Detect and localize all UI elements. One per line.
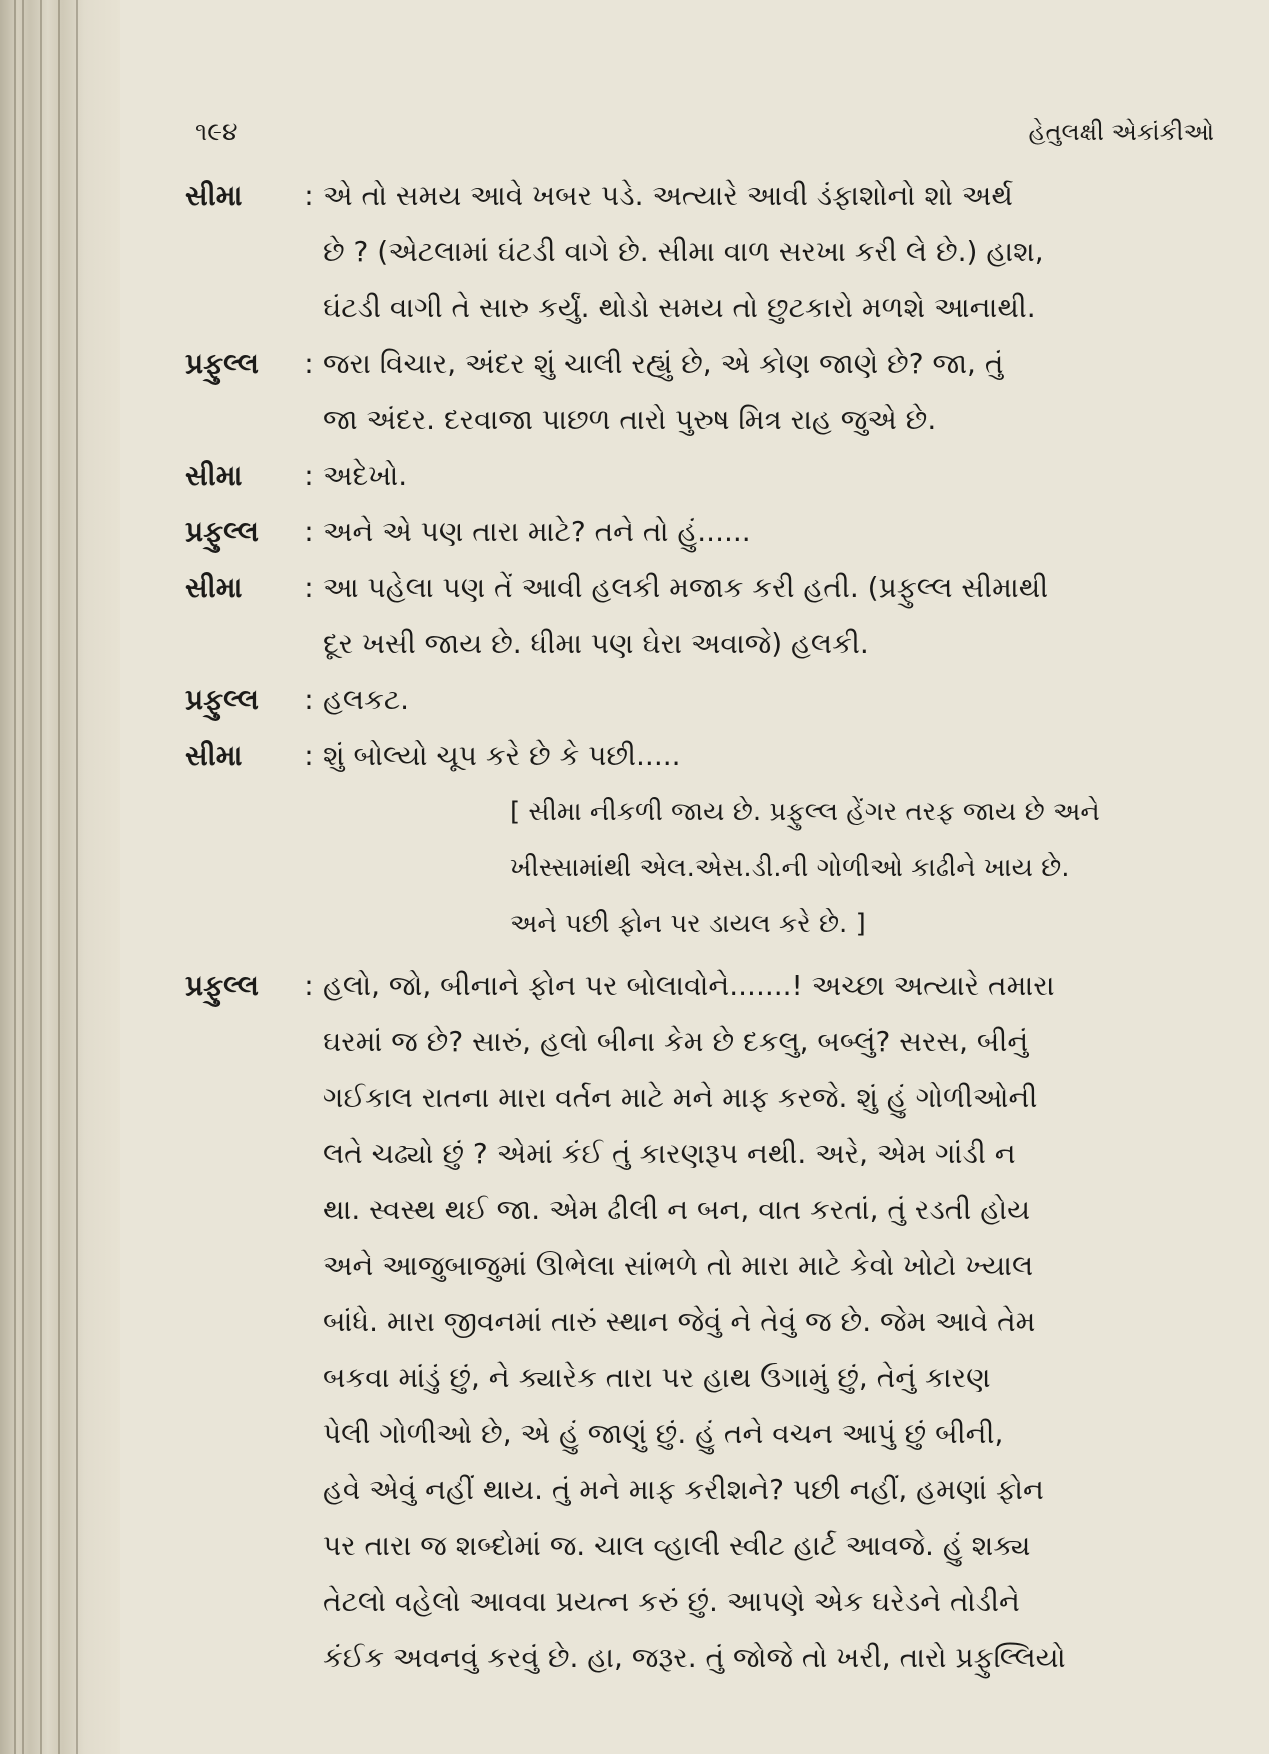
speech-line: છે ? (એટલામાં ઘંટડી વાગે છે. સીમા વાળ સરખા કરી લે છે.) હાશ,: [323, 235, 1044, 268]
speech-line: જા અંદર. દરવાજા પાછળ તારો પુરુષ મિત્ર રાહ જુએ છે.: [323, 403, 937, 436]
speech-line: શું બોલ્યો ચૂપ કરે છે કે પછી.....: [323, 739, 681, 772]
speaker-colon: :: [304, 515, 314, 548]
speaker-colon: :: [304, 683, 314, 716]
speech-line: જરા વિચાર, અંદર શું ચાલી રહ્યું છે, એ કોણ જાણે છે? જા, તું: [323, 347, 1004, 380]
speech-text: [323, 168, 1220, 336]
speaker-name: પ્રફુલ્લ: [185, 515, 259, 548]
dialogue-speech: [185, 336, 1220, 448]
speech-line: બકવા માંડું છું, ને ક્યારેક તારા પર હાથ ઉગામું છું, તેનું કારણ: [323, 1361, 991, 1394]
speaker-colon: :: [304, 459, 314, 492]
speech-text: [323, 336, 1220, 448]
speech-line: ઘરમાં જ છે? સારું, હલો બીના કેમ છે દકલુ, બબ્લું? સરસ, બીનું: [323, 1025, 1029, 1058]
speech-line: બાંધે. મારા જીવનમાં તારું સ્થાન જેવું ને તેવું જ છે. જેમ આવે તેમ: [323, 1305, 1036, 1338]
dialogue-speech: [185, 728, 1220, 784]
page-edge-line: [22, 0, 24, 1754]
dialogue-speech: [185, 168, 1220, 336]
speech-line: હલો, જો, બીનાને ફોન પર બોલાવોને.......! અચ્છા અત્યારે તમારા: [323, 969, 1055, 1002]
page-number: ૧૯૪: [195, 117, 238, 146]
speech-line: આ પહેલા પણ તેં આવી હલકી મજાક કરી હતી. (પ્રફુલ્લ સીમાથી: [323, 571, 1049, 604]
speaker-name: સીમા: [185, 459, 243, 492]
speech-line: ગઈકાલ રાતના મારા વર્તન માટે મને માફ કરજે. શું હું ગોળીઓની: [323, 1081, 1038, 1114]
dialogue-speech: [185, 448, 1220, 504]
speech-line: હલકટ.: [323, 683, 410, 716]
page-edge-line: [40, 0, 42, 1754]
speaker-name: સીમા: [185, 571, 243, 604]
page-header: [195, 112, 1214, 152]
speech-line: એ તો સમય આવે ખબર પડે. અત્યારે આવી ડંફાશોનો શો અર્થ: [323, 179, 1013, 212]
book-title: હેતુલક્ષી એકાંકીઓ: [1028, 118, 1214, 146]
speech-line: અદેખો.: [323, 459, 408, 492]
speaker-colon: :: [304, 179, 314, 212]
speaker-colon: :: [304, 347, 314, 380]
stage-direction: [510, 784, 1220, 952]
stage-direction-line: [ સીમા નીકળી જાય છે. પ્રફુલ્લ હેંગર તરફ જાય છે અને: [510, 797, 1100, 827]
speech-line: કંઈક અવનવું કરવું છે. હા, જરૂર. તું જોજે તો ખરી, તારો પ્રફુલ્લિયો: [323, 1641, 1066, 1674]
speech-line: તેટલો વહેલો આવવા પ્રયત્ન કરું છું. આપણે એક ઘરેડને તોડીને: [323, 1585, 1020, 1618]
dialogue-speech: [185, 672, 1220, 728]
dialogue-speech: [185, 560, 1220, 672]
speaker-name: પ્રફુલ્લ: [185, 347, 259, 380]
speech-line: લતે ચઢ્યો છું ? એમાં કંઈ તું કારણરૂપ નથી. અરે, એમ ગાંડી ન: [323, 1137, 1016, 1170]
dialogue-speech: [185, 958, 1220, 1686]
stage-direction-line: અને પછી ફોન પર ડાયલ કરે છે. ]: [510, 909, 866, 939]
speaker-name: સીમા: [185, 179, 243, 212]
page-edge-line: [76, 0, 78, 1754]
speech-line: હવે એવું નહીં થાય. તું મને માફ કરીશને? પછી નહીં, હમણાં ફોન: [323, 1473, 1044, 1506]
speech-line: ઘંટડી વાગી તે સારુ કર્યું. થોડો સમય તો છુટકારો મળશે આનાથી.: [323, 291, 1036, 324]
speech-line: પર તારા જ શબ્દોમાં જ. ચાલ વ્હાલી સ્વીટ હાર્ટ આવજે. હું શક્ય: [323, 1529, 1031, 1562]
speech-text: [323, 448, 1220, 504]
speech-line: દૂર ખસી જાય છે. ધીમા પણ ઘેરા અવાજે) હલકી.: [323, 627, 869, 660]
speech-text: [323, 958, 1220, 1686]
speech-line: અને આજુબાજુમાં ઊભેલા સાંભળે તો મારા માટે કેવો ખોટો ખ્યાલ: [323, 1249, 1034, 1282]
speaker-name: પ્રફુલ્લ: [185, 969, 259, 1002]
speech-text: [323, 504, 1220, 560]
speech-text: [323, 672, 1220, 728]
speaker-colon: :: [304, 969, 314, 1002]
speech-line: થા. સ્વસ્થ થઈ જા. એમ ઢીલી ન બન, વાત કરતાં, તું રડતી હોય: [323, 1193, 1031, 1226]
dialogue-speech: [185, 504, 1220, 560]
stage-direction-line: ખીસ્સામાંથી એલ.એસ.ડી.ની ગોળીઓ કાઢીને ખાય છે.: [510, 853, 1070, 883]
speaker-colon: :: [304, 571, 314, 604]
page-edge-line: [14, 0, 16, 1754]
book-page-edge: [0, 0, 120, 1754]
speech-line: અને એ પણ તારા માટે? તને તો હું......: [323, 515, 751, 548]
book-page: [120, 0, 1269, 1754]
speech-text: [323, 560, 1220, 672]
speech-line: પેલી ગોળીઓ છે, એ હું જાણું છું. હું તને વચન આપું છું બીની,: [323, 1417, 1004, 1450]
speaker-name: સીમા: [185, 739, 243, 772]
speaker-colon: :: [304, 739, 314, 772]
speech-text: [323, 728, 1220, 784]
speaker-name: પ્રફુલ્લ: [185, 683, 259, 716]
page-edge-line: [58, 0, 60, 1754]
play-text: [185, 168, 1220, 1686]
